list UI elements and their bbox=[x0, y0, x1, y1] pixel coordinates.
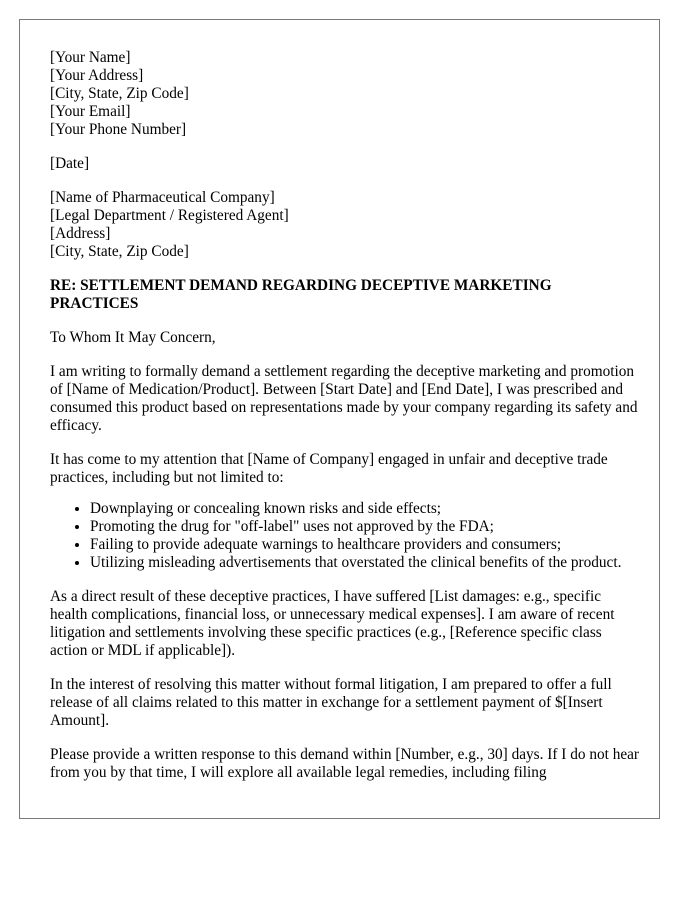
practices-list bbox=[50, 500, 640, 572]
sender-city-state-zip: [City, State, Zip Code] bbox=[50, 85, 189, 102]
salutation: To Whom It May Concern, bbox=[50, 329, 216, 346]
list-item: • Downplaying or concealing known risks and side effects; bbox=[90, 500, 640, 518]
letter-page bbox=[19, 19, 660, 819]
subject-line: RE: SETTLEMENT DEMAND REGARDING DECEPTIVE MARKETING PRACTICES bbox=[50, 277, 552, 312]
letter-content bbox=[50, 49, 640, 798]
sender-address: [Your Address] bbox=[50, 67, 144, 84]
sender-phone: [Your Phone Number] bbox=[50, 121, 187, 138]
intro-paragraph: I am writing to formally demand a settlement regarding the deceptive marketing and promotion of [Name of Medication/Product]. Between [Start Date] and [End Date], I was prescribed and consumed this product based on representations made by your company regarding its safety and efficacy. bbox=[50, 363, 638, 434]
recipient-company: [Name of Pharmaceutical Company] bbox=[50, 189, 275, 206]
attention-paragraph: It has come to my attention that [Name of Company] engaged in unfair and deceptive trade practices, including but not limited to: bbox=[50, 451, 608, 486]
recipient-block bbox=[50, 189, 640, 261]
recipient-department: [Legal Department / Registered Agent] bbox=[50, 207, 289, 224]
sender-email: [Your Email] bbox=[50, 103, 131, 120]
recipient-city-state-zip: [City, State, Zip Code] bbox=[50, 243, 189, 260]
list-item: • Failing to provide adequate warnings to healthcare providers and consumers; bbox=[90, 536, 640, 554]
offer-paragraph: In the interest of resolving this matter without formal litigation, I am prepared to offer a full release of all claims related to this matter in exchange for a settlement payment of $[Insert Amount]. bbox=[50, 676, 612, 729]
damages-paragraph: As a direct result of these deceptive practices, I have suffered [List damages: e.g., specific health complications, financial loss, or unnecessary medical expenses]. I am aware of recent litigation and settlements involving these specific practices (e.g., [Reference specific class action or MDL if applicable]). bbox=[50, 588, 615, 659]
sender-name: [Your Name] bbox=[50, 49, 131, 66]
list-item: • Utilizing misleading advertisements that overstated the clinical benefits of the product. bbox=[90, 554, 640, 572]
response-paragraph: Please provide a written response to this demand within [Number, e.g., 30] days. If I do not hear from you by that time, I will explore all available legal remedies, including filing bbox=[50, 746, 640, 781]
list-item: • Promoting the drug for "off-label" uses not approved by the FDA; bbox=[90, 518, 640, 536]
sender-block bbox=[50, 49, 640, 139]
letter-date: [Date] bbox=[50, 155, 90, 172]
date-block bbox=[50, 155, 640, 173]
recipient-address: [Address] bbox=[50, 225, 111, 242]
